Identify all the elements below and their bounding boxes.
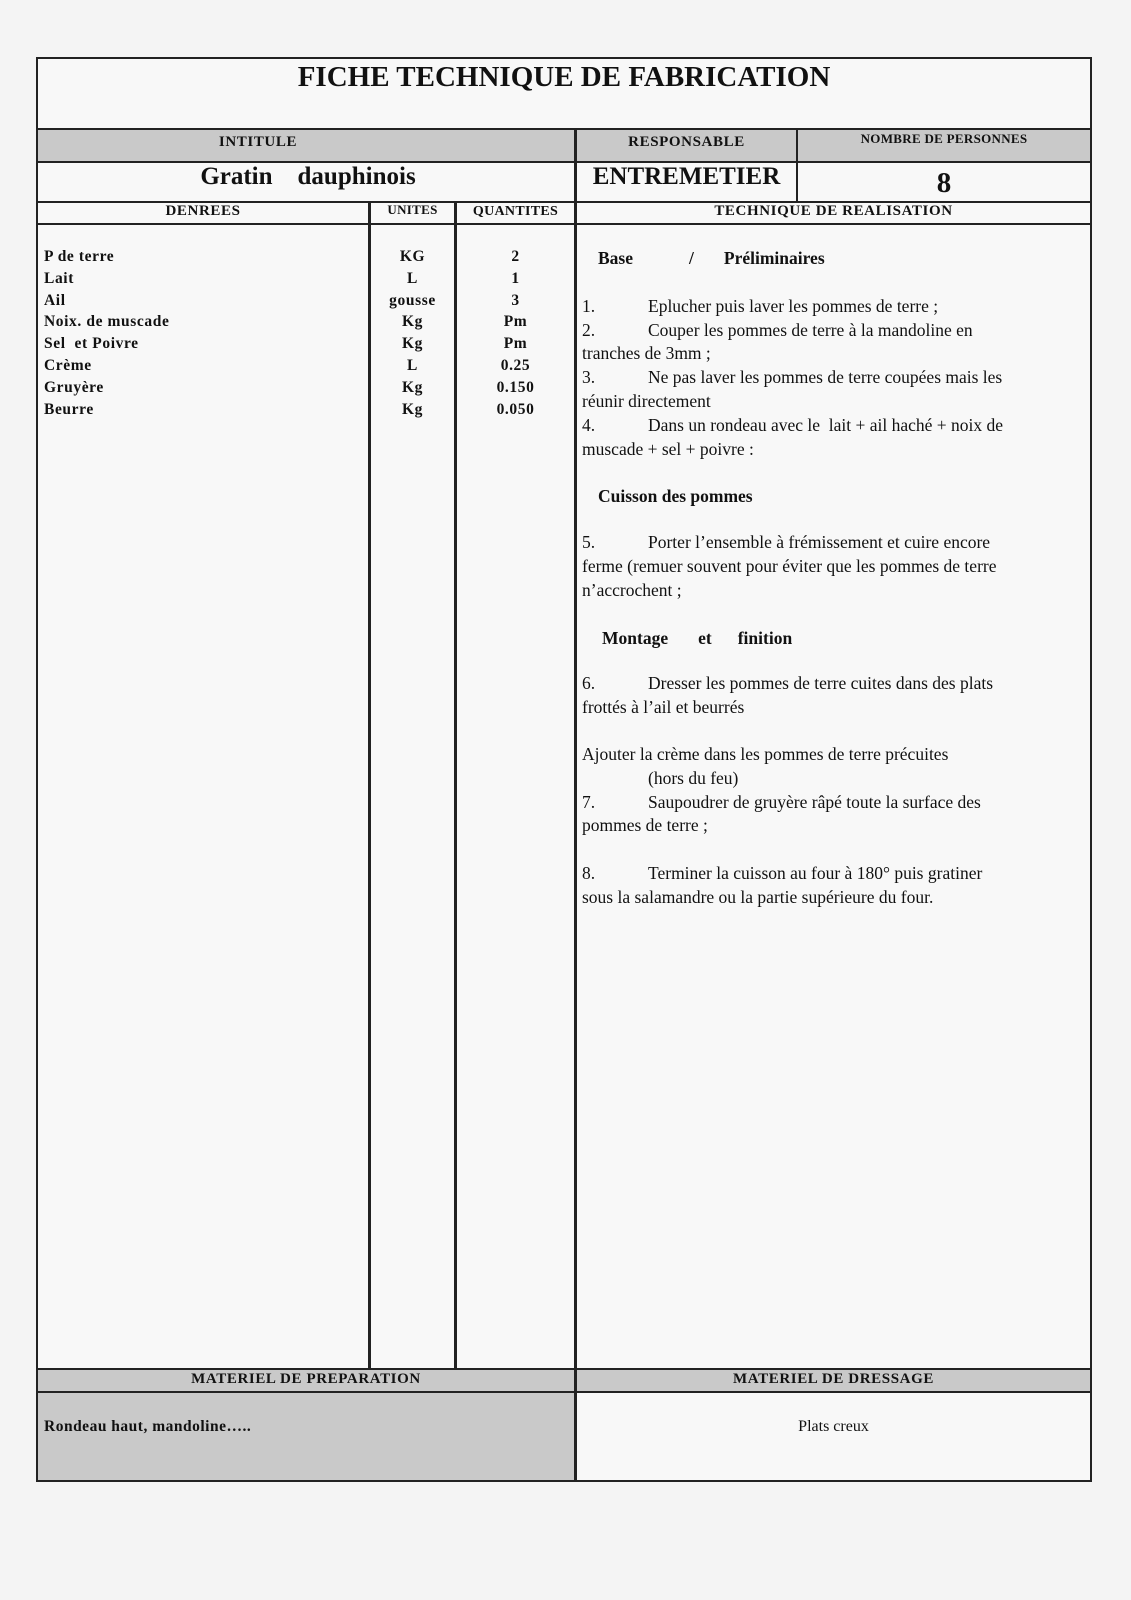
list-item: Noix. de muscade [44,313,170,331]
step-7: 7. Saupoudrer de gruyère râpé toute la surface des [582,791,981,812]
section-base: Base / Préliminaires [598,248,825,268]
list-item: Ail [44,291,66,309]
list-item: P de terre [44,248,115,265]
list-item: Kg [401,335,423,353]
technique-body: Base / Préliminaires 1. Eplucher puis laver les pommes de terre ; 2. Couper les pommes de terre à la mandoline en tranches de 3mm ; 3. Ne pas laver les pommes de terre coupées mais les réunir directement 4. Dans un rondeau avec le lait + ail haché + noix de muscade + sel + poivre : Cuisson des pommes 5. Porter l’ensemble à frémissement et cuire encore ferme (remuer souvent pour éviter que les pommes de terre n’accrochent ; Montage et finition 6. Dresser les pommes de terre cuites dans des plats frottés à l’ail et beurrés Ajouter la crème dans les pommes de terre précuites (hors du feu) 7. Saupoudrer de gruyère râpé toute la surface des pommes de terre ; 8. Terminer la cuisson au four à 180° puis gratiner sous la salamandre ou la partie supérieure du four. [582,247,1088,910]
list-item: 0.050 [496,400,535,418]
responsable-value: ENTREMETIER [592,163,781,190]
denrees-list [44,246,364,420]
list-item: KG [399,248,426,265]
materiel-dressage-value: Plats creux [798,1418,869,1435]
list-item: Sel et Poivre [44,335,139,353]
section-montage: Montage et finition [602,627,793,648]
section-cuisson: Cuisson des pommes [598,486,753,507]
list-item: 2 [511,248,520,265]
list-item: Gruyère [44,378,104,396]
list-item: gousse [389,291,436,309]
materiel-preparation-value: Rondeau haut, mandoline….. [44,1418,252,1435]
list-item: 1 [511,269,520,287]
technique-header: TECHNIQUE DE REALISATION [714,203,953,219]
unites-list [371,246,454,420]
unites-header: UNITES [387,202,438,217]
list-item: L [407,269,418,287]
responsable-header: RESPONSABLE [628,134,745,150]
list-item: Kg [401,378,423,396]
list-item: 0.25 [500,356,531,374]
step-5: 5. Porter l’ensemble à frémissement et cuire encore [582,532,991,553]
denrees-header: DENREES [165,203,241,219]
step-3: 3. Ne pas laver les pommes de terre coupées mais les [582,367,1003,388]
materiel-preparation-header: MATERIEL DE PREPARATION [191,1371,421,1387]
list-item: Pm [503,335,528,353]
list-item: Lait [44,269,74,287]
step-6: 6. Dresser les pommes de terre cuites dans des plats [582,673,994,694]
list-item: Crème [44,356,92,374]
quantites-header: QUANTITES [472,204,559,219]
note-creme: Ajouter la crème dans les pommes de terre précuites [582,743,949,764]
step-4: 4. Dans un rondeau avec le lait + ail haché + noix de [582,414,1004,435]
list-item: Beurre [44,400,94,418]
nombre-personnes-header: NOMBRE DE PERSONNES [860,131,1028,146]
sheet-title: FICHE TECHNIQUE DE FABRICATION [297,61,831,93]
recipe-sheet [36,57,1092,1482]
list-item: Pm [503,313,528,331]
list-item: Kg [401,400,423,418]
list-item: 3 [511,291,520,309]
quantites-list [457,246,574,420]
recipe-name: Gratin dauphinois [200,163,416,190]
list-item: L [407,356,418,374]
step-1: 1. Eplucher puis laver les pommes de terre ; [582,295,939,316]
step-2: 2. Couper les pommes de terre à la mandoline en [582,319,973,340]
list-item: 0.150 [496,378,535,396]
materiel-dressage-header: MATERIEL DE DRESSAGE [733,1371,934,1387]
personnes-value: 8 [936,167,952,199]
step-8: 8. Terminer la cuisson au four à 180° puis gratiner [582,863,983,884]
note-hors-feu: (hors du feu) [648,767,739,788]
list-item: Kg [401,313,423,331]
intitule-header: INTITULE [218,134,298,150]
